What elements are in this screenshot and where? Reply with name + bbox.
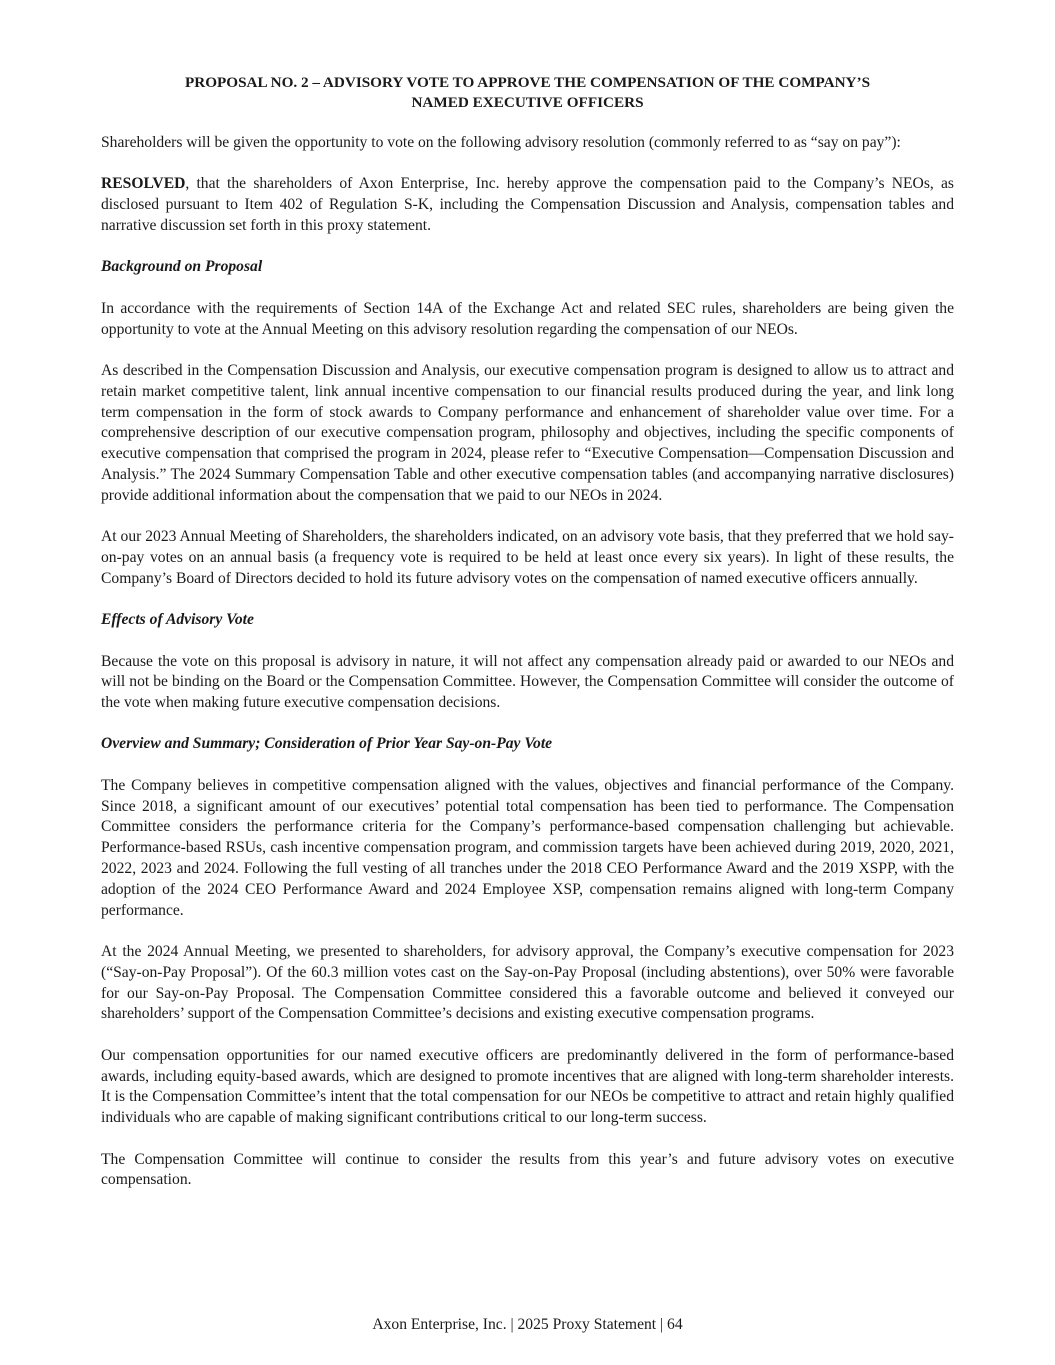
overview-paragraph-4: The Compensation Committee will continue to consider the results from this year’s and future advisory votes on executive compensation. — [101, 1150, 954, 1189]
background-heading: Background on Proposal — [101, 258, 263, 276]
proposal-title — [101, 73, 954, 113]
resolution-paragraph — [101, 174, 954, 236]
overview-paragraph-1: The Company believes in competitive compensation aligned with the values, objectives and financial performance of the Company. Since 2018, a significant amount of our executives’ potential total compensation has been tied to performance. The Compensation Committee considers the performance criteria for the Company’s performance-based compensation challenging but achievable. Performance-based RSUs, cash incentive compensation program, and commission targets have been achieved during 2019, 2020, 2021, 2022, 2023 and 2024. Following the full vesting of all tranches under the 2018 CEO Performance Award and the 2019 XSPP, with the adoption of the 2024 CEO Performance Award and 2024 Employee XSP, compensation remains aligned with long-term Company performance. — [101, 776, 954, 919]
proposal-title-line-2: NAMED EXECUTIVE OFFICERS — [411, 94, 644, 111]
effects-heading: Effects of Advisory Vote — [101, 611, 254, 629]
effects-paragraph-1: Because the vote on this proposal is advisory in nature, it will not affect any compensation already paid or awarded to our NEOs and will not be binding on the Board or the Compensation Committee. However, the Compensation Committee will consider the outcome of the vote when making future executive compensation decisions. — [101, 652, 954, 712]
resolved-label: RESOLVED — [101, 175, 186, 193]
page-footer: Axon Enterprise, Inc. | 2025 Proxy Statement | 64 — [372, 1316, 683, 1333]
background-paragraph-1: In accordance with the requirements of Section 14A of the Exchange Act and related SEC rules, shareholders are being given the opportunity to vote at the Annual Meeting on this advisory resolution regarding the compensation of our NEOs. — [101, 299, 954, 338]
overview-paragraph-3: Our compensation opportunities for our named executive officers are predominantly delivered in the form of performance-based awards, including equity-based awards, which are designed to promote incentives that are aligned with long-term shareholder interests. It is the Compensation Committee’s intent that the total compensation for our NEOs be competitive to attract and retain highly qualified individuals who are capable of making significant contributions critical to our long-term success. — [101, 1046, 954, 1127]
background-paragraph-3: At our 2023 Annual Meeting of Shareholders, the shareholders indicated, on an advisory vote basis, that they preferred that we hold say-on-pay votes on an annual basis (a frequency vote is required to be held at least once every six years). In light of these results, the Company’s Board of Directors decided to hold its future advisory votes on the compensation of named executive officers annually. — [101, 528, 954, 587]
document-page — [101, 73, 954, 1212]
overview-paragraph-2: At the 2024 Annual Meeting, we presented to shareholders, for advisory approval, the Company’s executive compensation for 2023 (“Say-on-Pay Proposal”). Of the 60.3 million votes cast on the Say-on-Pay Proposal (including abstentions), over 50% were favorable for our Say-on-Pay Proposal. The Compensation Committee considered this a favorable outcome and believed it conveyed our shareholders’ support of the Compensation Committee’s decisions and existing executive compensation programs. — [101, 943, 954, 1023]
overview-heading: Overview and Summary; Consideration of Prior Year Say-on-Pay Vote — [101, 735, 553, 753]
resolution-text: , that the shareholders of Axon Enterprise, Inc. hereby approve the compensation paid to the Company’s NEOs, as disclosed pursuant to Item 402 of Regulation S-K, including the Compensation Discussion and Analysis, compensation tables and narrative discussion set forth in this proxy statement. — [101, 175, 954, 234]
intro-paragraph: Shareholders will be given the opportunity to vote on the following advisory resolution (commonly referred to as “say on pay”): — [101, 134, 901, 151]
proposal-title-line-1: PROPOSAL NO. 2 – ADVISORY VOTE TO APPROVE THE COMPENSATION OF THE COMPANY’S — [184, 74, 871, 91]
background-paragraph-2: As described in the Compensation Discussion and Analysis, our executive compensation program is designed to allow us to attract and retain market competitive talent, link annual incentive compensation to our financial results produced during the year, and link long term compensation in the form of stock awards to Company performance and enhancement of shareholder value over time. For a comprehensive description of our executive compensation program, philosophy and objectives, including the specific components of executive compensation that comprised the program in 2024, please refer to “Executive Compensation—Compensation Discussion and Analysis.” The 2024 Summary Compensation Table and other executive compensation tables (and accompanying narrative disclosures) provide additional information about the compensation that we paid to our NEOs in 2024. — [101, 361, 954, 504]
